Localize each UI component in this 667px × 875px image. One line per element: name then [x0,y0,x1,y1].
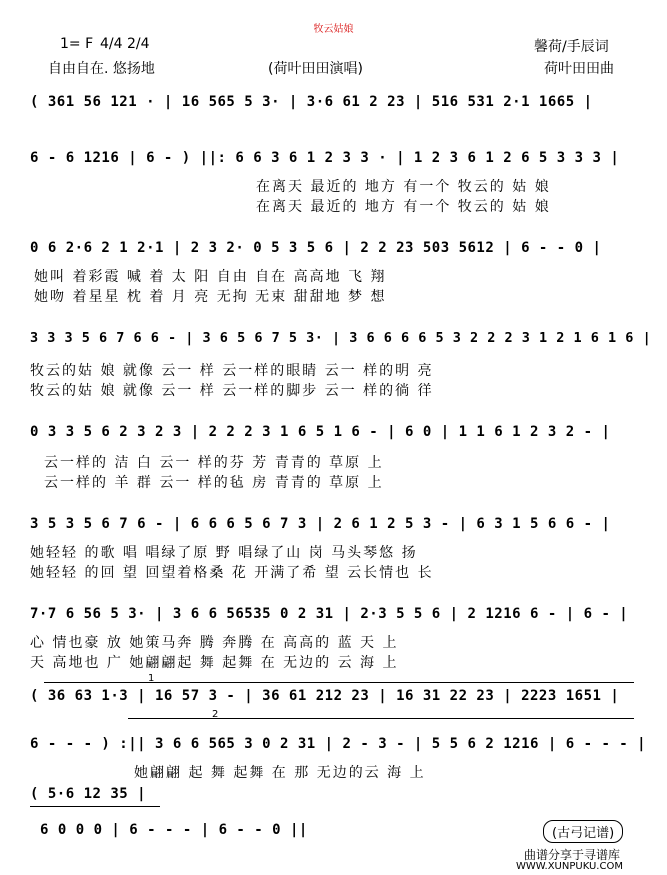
lyric-line-9: 她翩翩 起 舞 起舞 在 那 无边的云 海 上 [134,765,426,781]
lyric-line-4b: 牧云的姑 娘 就像 云一 样 云一样的脚步 云一 样的徜 徉 [30,383,434,399]
site-label: 曲谱分享于寻谱库 [524,848,621,862]
time-signature: 4/4 2/4 [100,36,150,52]
first-ending-label: 1 [148,673,155,684]
notation-line-10-lower: 6 0 0 0 | 6 - - - | 6 - - 0 || [40,822,308,838]
lyric-line-2a: 在离天 最近的 地方 有一个 牧云的 姑 娘 [256,179,551,195]
notation-line-1: ( 361 56 121 · | 16 565 5 3· | 3·6 61 2 23 | 516 531 2·1 1665 | [30,94,593,110]
lyric-line-5a: 云一样的 洁 白 云一 样的芬 芳 青青的 草原 上 [44,455,384,471]
second-ending-label: 2 [212,709,219,720]
tempo-mark: 自由自在. 悠扬地 [48,61,155,77]
lyric-line-3a: 她叫 着彩霞 喊 着 太 阳 自由 自在 高高地 飞 翔 [34,269,387,285]
second-ending-bracket [128,718,634,719]
lyric-line-6a: 她轻轻 的歌 唱 唱绿了原 野 唱绿了山 岗 马头琴悠 扬 [30,545,418,561]
performer-subtitle: (荷叶田田演唱) [268,61,363,77]
notation-line-2: 6 - 6 1216 | 6 - ) ||: 6 6 3 6 1 2 3 3 · | 1 2 3 6 1 2 6 5 3 3 3 | [30,150,620,166]
source-note-stamp: (古弓记谱) [543,820,623,843]
notation-line-9: 6 - - - ) :|| 3 6 6 565 3 0 2 31 | 2 - 3 - | 5 5 6 2 1216 | 6 - - - | [30,736,647,752]
notation-line-3: 0 6 2·6 2 1 2·1 | 2 3 2· 0 5 3 5 6 | 2 2 23 503 5612 | 6 - - 0 | [30,240,602,256]
notation-line-10-upper: ( 5·6 12 35 | [30,786,147,802]
notation-line-8: ( 36 63 1·3 | 16 57 3 - | 36 61 212 23 | 16 31 22 23 | 2223 1651 | [30,688,620,704]
lyric-line-7b: 天 高地也 广 她翩翩起 舞 起舞 在 无边的 云 海 上 [30,655,399,671]
lyric-line-5b: 云一样的 羊 群 云一 样的毡 房 青青的 草原 上 [44,475,384,491]
composer: 荷叶田田曲 [544,61,614,77]
lyric-line-4a: 牧云的姑 娘 就像 云一 样 云一样的眼睛 云一 样的明 亮 [30,363,434,379]
first-ending-bracket [44,682,634,683]
song-title: 牧云姑娘 [313,24,354,35]
key-signature: 1= F [60,36,94,52]
notation-line-5: 0 3 3 5 6 2 3 2 3 | 2 2 2 3 1 6 5 1 6 - | 6 0 | 1 1 6 1 2 3 2 - | [30,424,611,440]
lyric-line-3b: 她吻 着星星 枕 着 月 亮 无拘 无束 甜甜地 梦 想 [34,289,387,305]
site-url: WWW.XUNPUKU.COM [516,861,623,872]
lyric-line-6b: 她轻轻 的回 望 回望着格桑 花 开满了希 望 云长情也 长 [30,565,434,581]
lyric-line-2b: 在离天 最近的 地方 有一个 牧云的 姑 娘 [256,199,551,215]
notation-line-7: 7·7 6 56 5 3· | 3 6 6 56535 0 2 31 | 2·3 5 5 6 | 2 1216 6 - | 6 - | [30,606,629,622]
notation-line-4: 3 3 3 5 6 7 6 6 - | 3 6 5 6 7 5 3· | 3 6 6 6 6 5 3 2 2 2 3 1 2 1 6 1 6 | [30,330,652,346]
notation-line-6: 3 5 3 5 6 7 6 - | 6 6 6 5 6 7 3 | 2 6 1 2 5 3 - | 6 3 1 5 6 6 - | [30,516,611,532]
lyricist: 馨荷/手辰词 [534,39,609,55]
lyric-line-7a: 心 情也豪 放 她策马奔 腾 奔腾 在 高高的 蓝 天 上 [30,635,399,651]
coda-divider [30,806,160,807]
